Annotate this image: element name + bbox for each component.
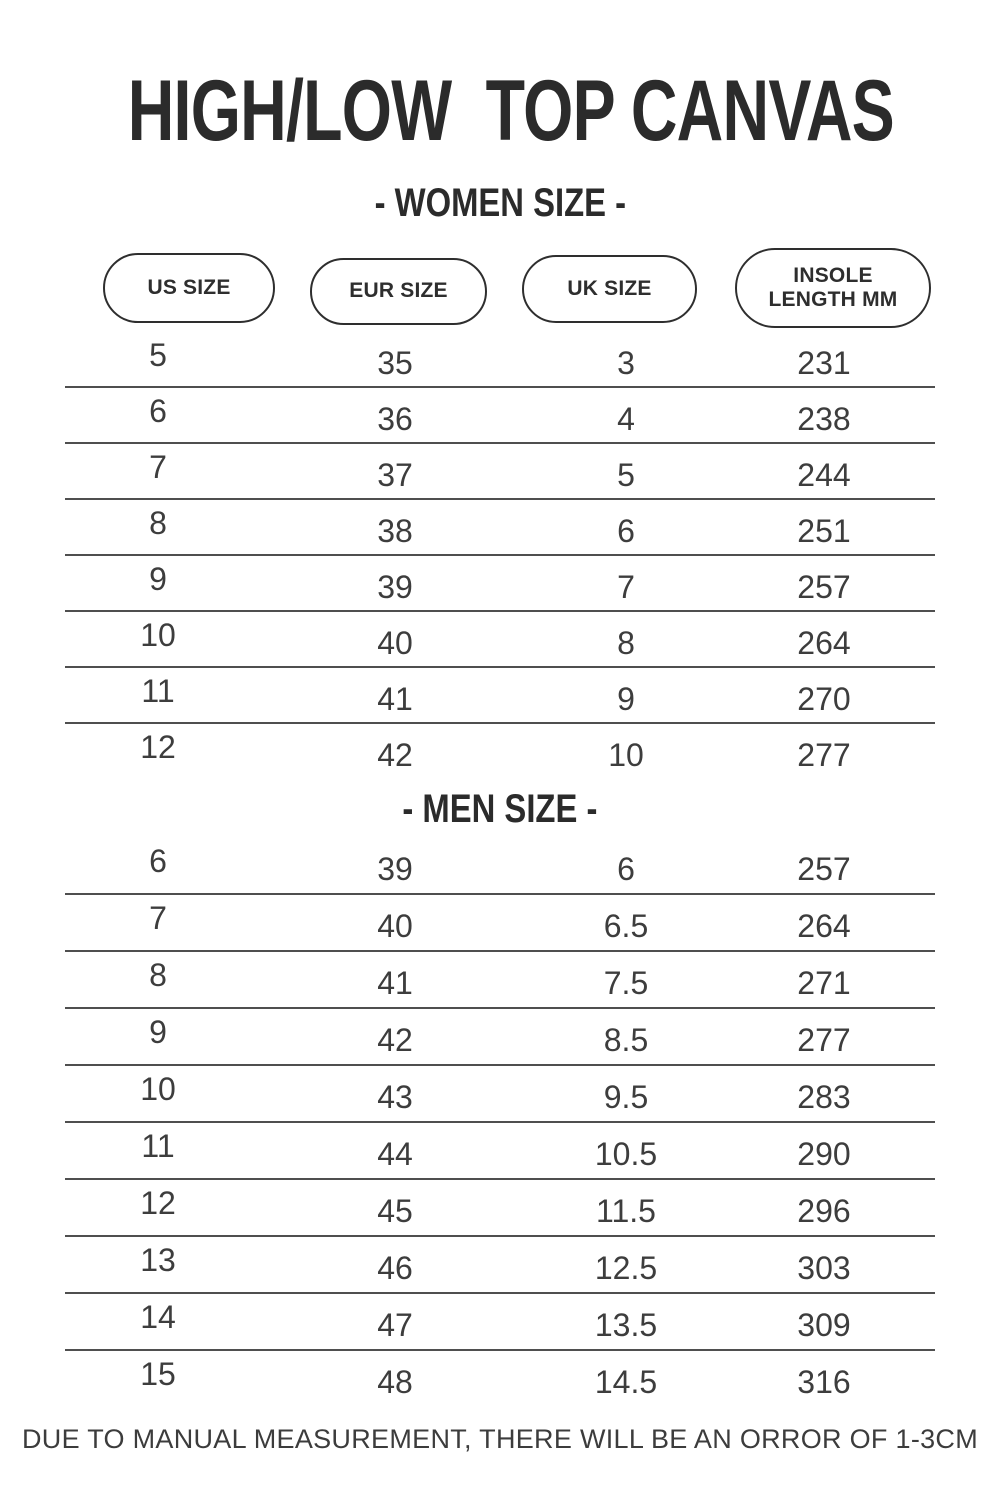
table-cell: 10 xyxy=(608,736,644,773)
table-cell: 11 xyxy=(141,672,175,709)
table-cell: 7.5 xyxy=(603,965,649,1001)
table-cell: 42 xyxy=(377,1022,413,1058)
table-cell: 41 xyxy=(377,680,413,717)
table-cell: 277 xyxy=(797,736,851,773)
table-row xyxy=(65,668,935,724)
table-cell: 11.5 xyxy=(596,1193,656,1229)
page-title xyxy=(0,63,1000,159)
table-cell: 40 xyxy=(377,624,413,661)
table-cell: 36 xyxy=(377,400,413,437)
table-cell: 10 xyxy=(140,1071,176,1107)
column-pill-us-size xyxy=(103,253,275,323)
men-size-heading-text: - MEN SIZE - xyxy=(402,787,598,831)
table-cell: 42 xyxy=(377,736,413,773)
table-cell: 35 xyxy=(377,344,413,381)
table-cell: 6 xyxy=(617,512,635,549)
table-cell: 12.5 xyxy=(594,1250,658,1286)
column-label-eur-size: EUR SIZE xyxy=(349,279,448,303)
table-cell: 6 xyxy=(149,843,167,879)
table-cell: 277 xyxy=(797,1022,851,1058)
table-cell: 257 xyxy=(797,568,851,605)
table-row xyxy=(65,1066,935,1123)
table-cell: 7 xyxy=(149,448,167,485)
table-cell: 270 xyxy=(797,680,851,717)
table-cell: 10.5 xyxy=(594,1136,658,1172)
table-row xyxy=(65,388,935,444)
column-label-insole-length: INSOLE LENGTH MM xyxy=(768,263,898,311)
table-cell: 6 xyxy=(149,392,167,429)
table-cell: 283 xyxy=(797,1079,851,1115)
table-cell: 39 xyxy=(377,568,413,605)
table-cell: 5 xyxy=(149,336,167,373)
table-cell: 8 xyxy=(149,504,167,541)
table-cell: 257 xyxy=(797,851,851,887)
table-cell: 13.5 xyxy=(594,1307,658,1343)
women-size-heading xyxy=(0,180,1000,226)
table-cell: 9.5 xyxy=(603,1079,649,1115)
women-size-heading-text: - WOMEN SIZE - xyxy=(374,181,626,225)
table-row xyxy=(65,1294,935,1351)
table-cell: 47 xyxy=(377,1307,413,1343)
table-cell: 264 xyxy=(797,624,851,661)
table-row xyxy=(65,895,935,952)
table-cell: 7 xyxy=(617,568,635,605)
table-row xyxy=(65,500,935,556)
table-cell: 43 xyxy=(377,1079,413,1115)
table-row xyxy=(65,952,935,1009)
table-row xyxy=(65,444,935,500)
table-row xyxy=(65,1237,935,1294)
table-cell: 3 xyxy=(617,344,635,381)
table-row xyxy=(65,332,935,388)
table-cell: 238 xyxy=(797,400,851,437)
table-cell: 9 xyxy=(149,560,167,597)
table-cell: 12 xyxy=(140,728,176,765)
table-cell: 316 xyxy=(797,1364,851,1400)
women-size-table xyxy=(65,332,935,778)
table-cell: 10 xyxy=(140,616,176,653)
table-row xyxy=(65,612,935,668)
table-row xyxy=(65,724,935,778)
table-cell: 6.5 xyxy=(603,908,649,944)
table-cell: 48 xyxy=(377,1364,413,1400)
table-cell: 39 xyxy=(377,851,413,887)
table-cell: 271 xyxy=(797,965,851,1001)
table-row xyxy=(65,838,935,895)
table-cell: 251 xyxy=(797,512,851,549)
table-cell: 5 xyxy=(617,456,635,493)
table-cell: 303 xyxy=(797,1250,851,1286)
table-cell: 4 xyxy=(617,400,635,437)
table-cell: 12 xyxy=(140,1185,176,1221)
column-header-row xyxy=(65,246,935,332)
table-cell: 264 xyxy=(797,908,851,944)
table-cell: 37 xyxy=(377,456,413,493)
table-cell: 38 xyxy=(377,512,413,549)
men-size-table xyxy=(65,838,935,1406)
table-row xyxy=(65,1009,935,1066)
table-row xyxy=(65,556,935,612)
column-pill-uk-size xyxy=(522,255,697,323)
table-cell: 309 xyxy=(797,1307,851,1343)
table-cell: 9 xyxy=(149,1014,167,1050)
table-cell: 40 xyxy=(377,908,413,944)
table-cell: 8.5 xyxy=(603,1022,649,1058)
table-cell: 244 xyxy=(797,456,851,493)
table-row xyxy=(65,1180,935,1237)
table-cell: 45 xyxy=(377,1193,413,1229)
table-row xyxy=(65,1351,935,1406)
table-cell: 9 xyxy=(617,680,635,717)
table-cell: 8 xyxy=(149,957,167,993)
table-cell: 14.5 xyxy=(594,1364,658,1400)
table-cell: 15 xyxy=(140,1356,176,1392)
men-size-heading xyxy=(0,786,1000,832)
column-label-us-size: US SIZE xyxy=(147,275,231,299)
column-label-uk-size: UK SIZE xyxy=(567,276,652,300)
table-cell: 290 xyxy=(797,1136,851,1172)
table-cell: 296 xyxy=(797,1193,851,1229)
table-cell: 8 xyxy=(617,624,635,661)
page-title-text: HIGH/LOW TOP CANVAS xyxy=(127,63,894,159)
table-cell: 41 xyxy=(377,965,413,1001)
table-cell: 7 xyxy=(149,900,167,936)
table-cell: 231 xyxy=(797,344,851,381)
table-cell: 13 xyxy=(140,1242,176,1278)
table-row xyxy=(65,1123,935,1180)
table-cell: 6 xyxy=(617,851,635,887)
table-cell: 46 xyxy=(377,1250,413,1286)
table-cell: 14 xyxy=(140,1299,176,1335)
column-pill-eur-size xyxy=(310,258,487,325)
column-pill-insole-length xyxy=(735,248,931,328)
measurement-disclaimer: DUE TO MANUAL MEASUREMENT, THERE WILL BE AN ORROR OF 1-3CM xyxy=(21,1424,979,1454)
table-cell: 11 xyxy=(141,1128,175,1164)
table-cell: 44 xyxy=(377,1136,413,1172)
